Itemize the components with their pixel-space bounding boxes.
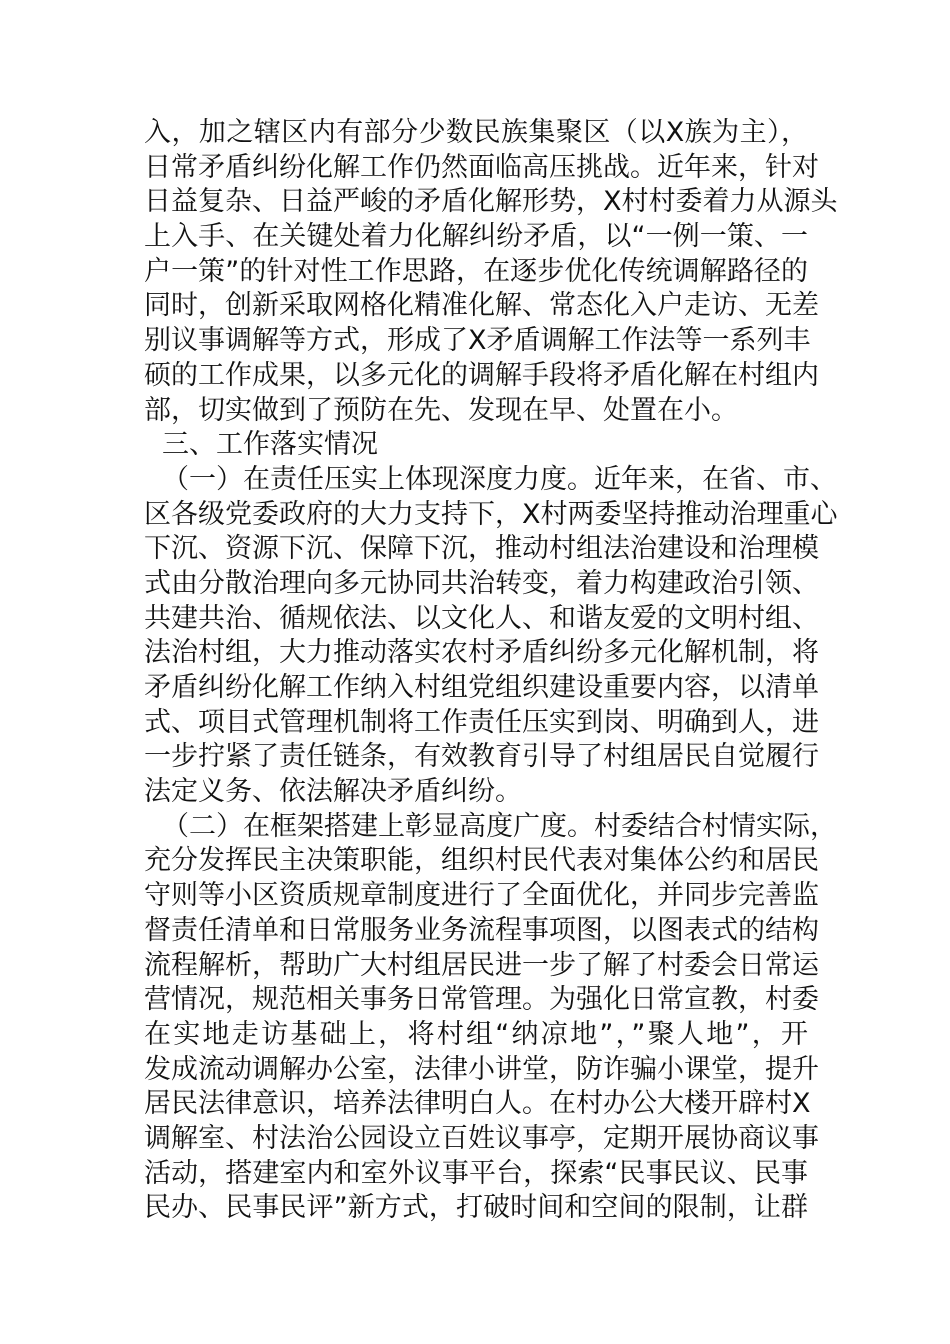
text-line: 一步拧紧了责任链条，有效教育引导了村组居民自觉履行: [144, 741, 819, 773]
document-body: [144, 116, 838, 1226]
text-line: 日常矛盾纠纷化解工作仍然面临高压挑战。近年来，针对: [144, 151, 819, 183]
section-1-paragraph: [144, 463, 838, 810]
text-line: 督责任清单和日常服务业务流程事项图，以图表式的结构: [144, 914, 819, 946]
text-line: 入，加之辖区内有部分少数民族集聚区（以X族为主），: [144, 117, 808, 148]
text-line: 发成流动调解办公室，法律小讲堂，防诈骗小课堂，提升: [144, 1053, 819, 1085]
paragraph-continuation: [144, 116, 838, 428]
text-line: 硕的工作成果，以多元化的调解手段将矛盾化解在村组内: [144, 359, 819, 391]
text-line: 在实地走访基础上，将村组“纳凉地”，”聚人地”，开: [144, 1018, 808, 1050]
text-line: 法治村组，大力推动落实农村矛盾纠纷多元化解机制，将: [144, 637, 819, 669]
text-line: 上入手、在关键处着力化解纠纷矛盾，以“一例一策、一: [144, 221, 808, 253]
text-line: 户一策”的针对性工作思路，在逐步优化传统调解路径的: [144, 255, 808, 287]
text-line: 法定义务、依法解决矛盾纠纷。: [144, 776, 522, 808]
text-line: 调解室、村法治公园设立百姓议事亭，定期开展协商议事: [144, 1122, 819, 1154]
text-line: （二）在框架搭建上彰显高度广度。村委结合村情实际，: [162, 810, 837, 842]
text-line: 日益复杂、日益严峻的矛盾化解形势，X村村委着力从源头: [144, 186, 838, 218]
text-line: 矛盾纠纷化解工作纳入村组党组织建设重要内容，以清单: [144, 672, 819, 703]
text-line: 居民法律意识，培养法律明白人。在村办公大楼开辟村X: [144, 1088, 811, 1120]
text-line: 下沉、资源下沉、保障下沉，推动村组法治建设和治理模: [144, 533, 819, 565]
text-line: 流程解析，帮助广大村组居民进一步了解了村委会日常运: [144, 949, 819, 981]
text-line: 民办、民事民评”新方式，打破时间和空间的限制，让群: [144, 1192, 808, 1224]
text-line: 充分发挥民主决策职能，组织村民代表对集体公约和居民: [144, 845, 819, 877]
text-line: 营情况，规范相关事务日常管理。为强化日常宣教，村委: [144, 984, 819, 1016]
text-line: 守则等小区资质规章制度进行了全面优化，并同步完善监: [144, 880, 819, 912]
text-line: 别议事调解等方式，形成了X矛盾调解工作法等一系列丰: [144, 325, 811, 357]
text-line: 共建共治、循规依法、以文化人、和谐友爱的文明村组、: [144, 602, 819, 634]
text-line: 活动，搭建室内和室外议事平台，探索“民事民议、民事: [144, 1157, 808, 1189]
text-line: 部，切实做到了预防在先、发现在早、处置在小。: [144, 394, 738, 426]
text-line: 同时，创新采取网格化精准化解、常态化入户走访、无差: [144, 290, 819, 322]
text-line: （一）在责任压实上体现深度力度。近年来，在省、市、: [162, 463, 837, 495]
text-line: 式由分散治理向多元协同共治转变，着力构建政治引领、: [144, 567, 819, 599]
section-heading: 三、工作落实情况: [162, 429, 378, 461]
text-line: 式、项目式管理机制将工作责任压实到岗、明确到人，进: [144, 706, 819, 738]
text-line: 区各级党委政府的大力支持下，X村两委坚持推动治理重心: [144, 498, 838, 530]
section-2-paragraph: [144, 810, 837, 1226]
